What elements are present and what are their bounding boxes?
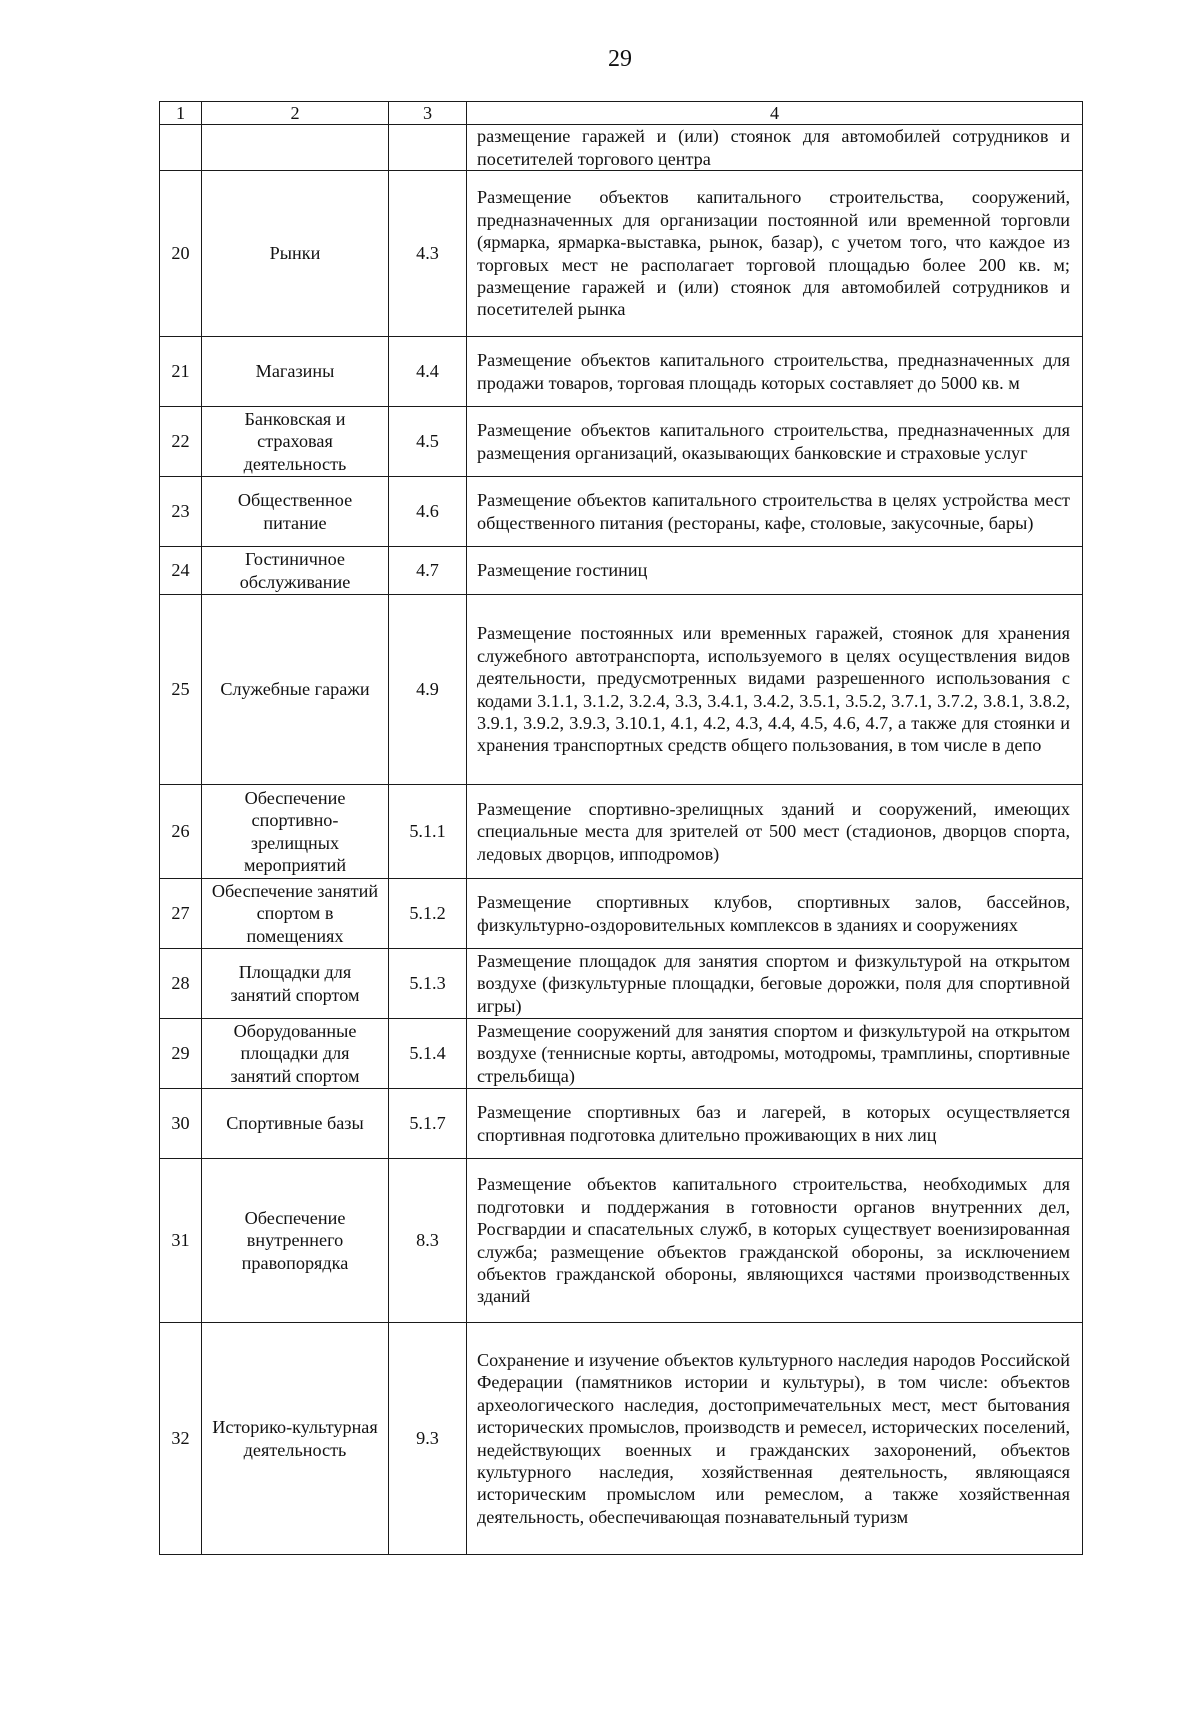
row-number: 31 [160, 1159, 202, 1323]
row-description: Размещение спортивных клубов, спортивных залов, бассейнов, физкультурно-оздоровительных комплексов в зданиях и сооружениях [467, 879, 1083, 949]
row-number [160, 125, 202, 171]
row-description: Размещение постоянных или временных гаражей, стоянок для хранения служебного автотранспорта, используемого в целях осуществления видов деятельности, предусмотренных видами разрешенного использования с кодами 3.1.1, 3.1.2, 3.2.4, 3.3, 3.4.1, 3.4.2, 3.5.1, 3.5.2, 3.7.1, 3.7.2, 3.8.1, 3.8.2, 3.9.1, 3.9.2, 3.9.3, 3.10.1, 4.1, 4.2, 4.3, 4.4, 4.5, 4.6, 4.7, а также для стоянки и хранения транспортных средств общего пользования, в том числе в депо [467, 595, 1083, 785]
table-row [160, 1159, 1083, 1323]
row-code: 4.7 [389, 547, 467, 595]
header-col-2: 2 [202, 102, 389, 125]
row-name: Магазины [202, 337, 389, 407]
row-name: Историко-культурная деятельность [202, 1323, 389, 1555]
row-description: Размещение объектов капитального строительства, необходимых для подготовки и поддержания в готовности органов внутренних дел, Росгвардии и спасательных служб, в которых существует военизированная служба; размещение объектов гражданской обороны, за исключением объектов гражданской обороны, являющихся частями производственных зданий [467, 1159, 1083, 1323]
table-row [160, 949, 1083, 1019]
table-row [160, 547, 1083, 595]
row-code: 5.1.2 [389, 879, 467, 949]
row-code [389, 125, 467, 171]
table-header-row [160, 102, 1083, 125]
row-name: Гостиничное обслуживание [202, 547, 389, 595]
row-name: Служебные гаражи [202, 595, 389, 785]
row-name: Площадки для занятий спортом [202, 949, 389, 1019]
table-row [160, 171, 1083, 337]
row-name: Обеспечение спортивно-зрелищных мероприятий [202, 785, 389, 879]
row-name: Обеспечение внутреннего правопорядка [202, 1159, 389, 1323]
table-row [160, 1089, 1083, 1159]
land-use-table [159, 101, 1083, 1555]
row-name: Банковская и страховая деятельность [202, 407, 389, 477]
row-code: 4.9 [389, 595, 467, 785]
row-description: Размещение объектов капитального строительства в целях устройства мест общественного питания (рестораны, кафе, столовые, закусочные, бары) [467, 477, 1083, 547]
row-number: 20 [160, 171, 202, 337]
row-description: Размещение спортивно-зрелищных зданий и сооружений, имеющих специальные места для зрителей от 500 мест (стадионов, дворцов спорта, ледовых дворцов, ипподромов) [467, 785, 1083, 879]
row-description: Размещение объектов капитального строительства, предназначенных для размещения организаций, оказывающих банковские и страховые услуг [467, 407, 1083, 477]
table-row [160, 1019, 1083, 1089]
row-code: 4.5 [389, 407, 467, 477]
row-number: 22 [160, 407, 202, 477]
header-col-4: 4 [467, 102, 1083, 125]
row-code: 5.1.7 [389, 1089, 467, 1159]
row-code: 8.3 [389, 1159, 467, 1323]
table-row [160, 1323, 1083, 1555]
row-number: 26 [160, 785, 202, 879]
table-row [160, 595, 1083, 785]
row-description: размещение гаражей и (или) стоянок для автомобилей сотрудников и посетителей торгового центра [467, 125, 1083, 171]
row-number: 29 [160, 1019, 202, 1089]
table-row [160, 125, 1083, 171]
header-col-1: 1 [160, 102, 202, 125]
row-number: 21 [160, 337, 202, 407]
table-row [160, 785, 1083, 879]
row-description: Размещение спортивных баз и лагерей, в которых осуществляется спортивная подготовка длительно проживающих в них лиц [467, 1089, 1083, 1159]
row-description: Размещение площадок для занятия спортом и физкультурой на открытом воздухе (физкультурные площадки, беговые дорожки, поля для спортивной игры) [467, 949, 1083, 1019]
row-name: Оборудованные площадки для занятий спортом [202, 1019, 389, 1089]
table-row [160, 337, 1083, 407]
row-description: Размещение объектов капитального строительства, предназначенных для продажи товаров, торговая площадь которых составляет до 5000 кв. м [467, 337, 1083, 407]
row-description: Сохранение и изучение объектов культурного наследия народов Российской Федерации (памятников истории и культуры), в том числе: объектов археологического наследия, достопримечательных мест, мест бытования исторических промыслов, производств и ремесел, исторических поселений, недействующих военных и гражданских захоронений, объектов культурного наследия, хозяйственная деятельность, являющаяся историческим промыслом или ремеслом, а также хозяйственная деятельность, обеспечивающая познавательный туризм [467, 1323, 1083, 1555]
row-code: 9.3 [389, 1323, 467, 1555]
header-col-3: 3 [389, 102, 467, 125]
row-number: 27 [160, 879, 202, 949]
table-row [160, 477, 1083, 547]
row-number: 28 [160, 949, 202, 1019]
row-name: Рынки [202, 171, 389, 337]
row-name [202, 125, 389, 171]
row-number: 23 [160, 477, 202, 547]
table-row [160, 879, 1083, 949]
row-code: 5.1.3 [389, 949, 467, 1019]
row-name: Спортивные базы [202, 1089, 389, 1159]
table-row [160, 407, 1083, 477]
row-description: Размещение объектов капитального строительства, сооружений, предназначенных для организации постоянной или временной торговли (ярмарка, ярмарка-выставка, рынок, базар), с учетом того, что каждое из торговых мест не располагает торговой площадью более 200 кв. м; размещение гаражей и (или) стоянок для автомобилей сотрудников и посетителей рынка [467, 171, 1083, 337]
row-code: 4.6 [389, 477, 467, 547]
row-name: Обеспечение занятий спортом в помещениях [202, 879, 389, 949]
row-description: Размещение гостиниц [467, 547, 1083, 595]
row-number: 32 [160, 1323, 202, 1555]
row-number: 25 [160, 595, 202, 785]
row-description: Размещение сооружений для занятия спортом и физкультурой на открытом воздухе (теннисные корты, автодромы, мотодромы, трамплины, спортивные стрельбища) [467, 1019, 1083, 1089]
page-number: 29 [608, 46, 632, 72]
row-number: 24 [160, 547, 202, 595]
row-name: Общественное питание [202, 477, 389, 547]
row-number: 30 [160, 1089, 202, 1159]
row-code: 4.4 [389, 337, 467, 407]
row-code: 4.3 [389, 171, 467, 337]
row-code: 5.1.4 [389, 1019, 467, 1089]
row-code: 5.1.1 [389, 785, 467, 879]
